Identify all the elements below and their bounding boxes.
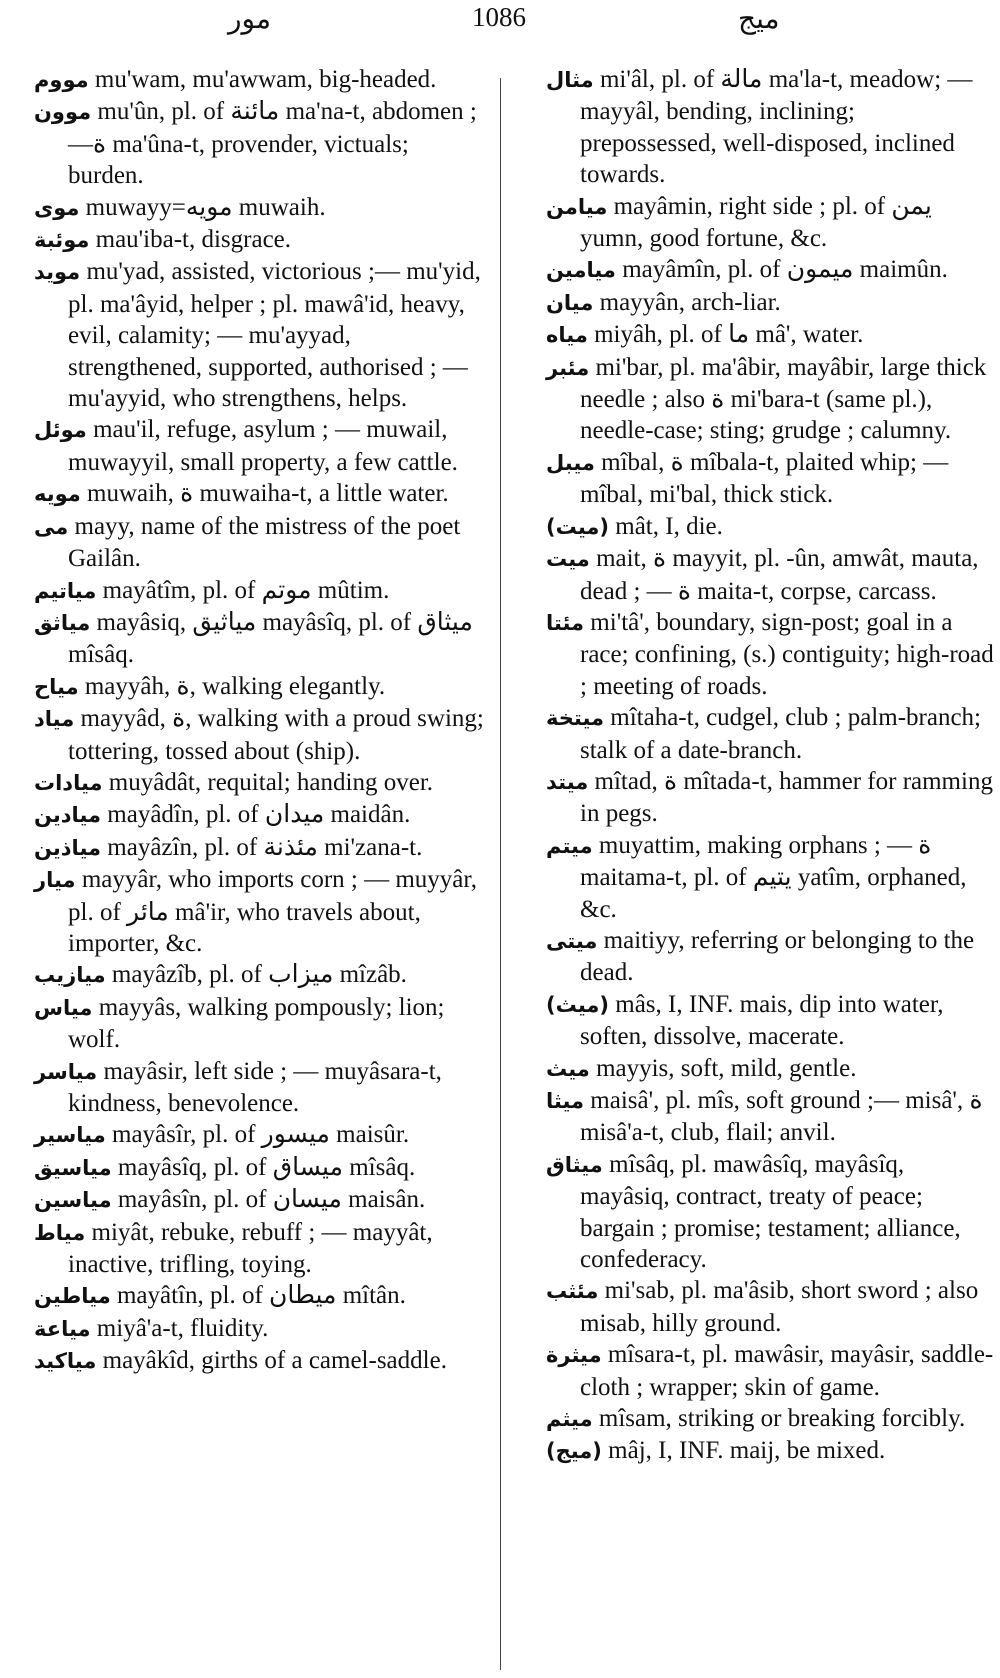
entry-definition: mayâsîr, pl. of ميسور maisûr. xyxy=(105,1121,410,1149)
arabic-headword: مياه xyxy=(546,323,588,348)
entry-definition: maitiyy, referring or belonging to the dead. xyxy=(580,926,975,987)
entry-definition: mu'yad, assisted, victorious ;— mu'yid, pl. ma'âyid, helper ; pl. mawâ'id, heavy, evil, calamity; — mu'ayyad, strengthened, supported, authorised ; — mu'ayyid, who strengthens, helps. xyxy=(68,258,481,413)
dictionary-entry xyxy=(546,287,996,319)
arabic-headword: ميتم xyxy=(546,833,593,858)
entry-definition: mayâsîq, pl. of ميساق mîsâq. xyxy=(111,1153,416,1181)
entry-definition: mayâtîn, pl. of ميطان mîtân. xyxy=(110,1282,406,1310)
header-left-guide-word: مور xyxy=(228,4,271,35)
column-divider xyxy=(500,78,501,1670)
dictionary-entry xyxy=(34,799,484,831)
dictionary-entry xyxy=(546,702,996,766)
dictionary-entry xyxy=(34,511,484,575)
arabic-headword: مياسير xyxy=(34,1123,106,1148)
arabic-headword: مئبر xyxy=(546,355,590,380)
arabic-headword: مياسين xyxy=(34,1188,112,1213)
entry-definition: mayyis, soft, mild, gentle. xyxy=(589,1054,857,1082)
arabic-headword: موئبة xyxy=(34,228,90,253)
dictionary-entry xyxy=(546,543,996,607)
arabic-headword: ميان xyxy=(546,290,594,315)
entry-definition: miyât, rebuke, rebuff ; — mayyât, inactive, trifling, toying. xyxy=(68,1218,433,1279)
dictionary-entry xyxy=(34,1345,484,1377)
dictionary-entry xyxy=(34,864,484,959)
arabic-headword: ميتى xyxy=(546,928,598,953)
arabic-headword: مويه xyxy=(34,482,81,507)
dictionary-entry xyxy=(34,1217,484,1281)
entry-definition: mu'wam, mu'awwam, big-headed. xyxy=(88,66,437,93)
arabic-headword: ميادين xyxy=(34,803,102,828)
entry-definition: mayyân, arch-liar. xyxy=(593,288,781,316)
dictionary-entry xyxy=(34,1280,484,1312)
dictionary-entry xyxy=(34,1152,484,1184)
arabic-headword: موى xyxy=(34,195,80,220)
entry-definition: mayyâs, walking pompously; lion; wolf. xyxy=(68,993,445,1054)
entry-definition: mâj, I, INF. maij, be mixed. xyxy=(601,1437,886,1465)
arabic-headword: (ميت) xyxy=(546,514,609,539)
dictionary-entry xyxy=(546,925,996,989)
arabic-headword: مياكيد xyxy=(34,1349,97,1374)
arabic-headword: ميبل xyxy=(546,450,595,475)
arabic-headword: ميثرة xyxy=(546,1343,602,1368)
arabic-headword: ميامن xyxy=(546,194,608,219)
dictionary-entry xyxy=(546,191,996,255)
dictionary-entry xyxy=(34,575,484,607)
dictionary-entry xyxy=(546,254,996,286)
dictionary-entry xyxy=(34,767,484,799)
dictionary-entry xyxy=(546,64,996,191)
dictionary-entry xyxy=(34,96,484,191)
arabic-headword: ميامين xyxy=(546,258,616,283)
entry-definition: miyâ'a-t, fluidity. xyxy=(90,1314,269,1342)
entry-definition: miyâh, pl. of ما mâ', water. xyxy=(587,321,864,349)
arabic-headword: مئثب xyxy=(546,1279,599,1304)
arabic-headword: مياثق xyxy=(34,610,91,635)
dictionary-entry xyxy=(34,992,484,1056)
arabic-headword: موون xyxy=(34,100,92,125)
dictionary-entry xyxy=(34,224,484,256)
arabic-headword: ميثم xyxy=(546,1407,593,1432)
arabic-headword: ميث xyxy=(546,1056,590,1081)
arabic-headword: مووم xyxy=(34,68,89,92)
arabic-headword: ميت xyxy=(546,547,590,572)
entry-definition: mi'tâ', boundary, sign-post; goal in a race; confining, (s.) contiguity; high-road ; meeting of roads. xyxy=(580,608,994,700)
arabic-headword: مى xyxy=(34,514,69,539)
arabic-headword: مياطين xyxy=(34,1284,111,1309)
arabic-headword: مياح xyxy=(34,674,79,699)
arabic-headword: مياسيق xyxy=(34,1155,112,1180)
entry-definition: mâs, I, INF. mais, dip into water, soften, dissolve, macerate. xyxy=(580,990,944,1051)
dictionary-entry xyxy=(546,1339,996,1403)
right-column xyxy=(546,64,996,1468)
arabic-headword: مياتيم xyxy=(34,578,97,603)
entry-definition: mîtaha-t, cudgel, club ; palm-branch; stalk of a date-branch. xyxy=(580,704,981,764)
dictionary-entry xyxy=(34,1184,484,1216)
dictionary-entry xyxy=(34,414,484,478)
dictionary-entry xyxy=(546,766,996,830)
arabic-headword: موئل xyxy=(34,418,87,443)
entry-definition: mayâmin, right side ; pl. of يمن yumn, good fortune, &c. xyxy=(580,192,932,253)
arabic-headword: مياس xyxy=(34,995,93,1020)
dictionary-entry xyxy=(34,703,484,767)
dictionary-entry xyxy=(34,1056,484,1120)
arabic-headword: ميثاق xyxy=(546,1152,603,1177)
page-number: 1086 xyxy=(472,2,526,32)
entry-definition: mayâdîn, pl. of ميدان maidân. xyxy=(101,801,411,829)
dictionary-entry xyxy=(546,352,996,447)
arabic-headword: مياذين xyxy=(34,835,102,860)
entry-definition: muyâdât, requital; handing over. xyxy=(102,768,434,796)
dictionary-entry xyxy=(546,1403,996,1435)
entry-definition: mayâtîm, pl. of موتم mûtim. xyxy=(96,576,390,604)
arabic-headword: ميادات xyxy=(34,770,103,795)
arabic-headword: مثال xyxy=(546,68,594,92)
arabic-headword: ميار xyxy=(34,868,76,893)
dictionary-entry xyxy=(546,830,996,925)
entry-definition: mayâsir, left side ; — muyâsara-t, kindness, benevolence. xyxy=(68,1057,442,1117)
header-right-guide-word: ميج xyxy=(738,4,780,35)
arabic-headword: ميازيب xyxy=(34,963,106,988)
entry-definition: mât, I, die. xyxy=(609,512,723,540)
arabic-headword: مياسر xyxy=(34,1059,98,1084)
arabic-headword: مئتا xyxy=(546,610,585,635)
arabic-headword: ميتد xyxy=(546,769,589,794)
entry-definition: mayâsiq, مياثيق mayâsîq, pl. of ميثاق mîsâq. xyxy=(68,608,473,669)
entry-definition: mau'il, refuge, asylum ; — muwail, muwayyil, small property, a few cattle. xyxy=(68,416,458,476)
dictionary-entry xyxy=(546,447,996,511)
dictionary-entry xyxy=(34,832,484,864)
dictionary-entry xyxy=(34,64,484,96)
entry-definition: muyattim, making orphans ; — ة maitama-t, pl. of يتيم yatîm, orphaned, &c. xyxy=(580,831,967,923)
arabic-headword: مياعة xyxy=(34,1316,91,1341)
entry-definition: mayyâh, ة, walking elegantly. xyxy=(78,672,386,700)
entry-definition: mi'âl, pl. of مالة ma'la-t, meadow; — mayyâl, bending, inclining; prepossessed, well-disposed, inclined towards. xyxy=(580,66,973,189)
dictionary-entry xyxy=(34,192,484,224)
arabic-headword: (ميج) xyxy=(546,1439,602,1464)
dictionary-entry xyxy=(546,319,996,351)
dictionary-entry xyxy=(546,1085,996,1149)
dictionary-entry xyxy=(546,1053,996,1085)
dictionary-entry xyxy=(546,1435,996,1467)
entry-definition: mîtad, ة mîtada-t, hammer for ramming in pegs. xyxy=(580,767,993,828)
arabic-headword: ميثا xyxy=(546,1089,585,1113)
entry-definition: mayâzîn, pl. of مئذنة mi'zana-t. xyxy=(101,833,423,861)
dictionary-entry xyxy=(34,607,484,671)
entry-definition: mayâsîn, pl. of ميسان maisân. xyxy=(111,1186,426,1214)
entry-definition: mau'iba-t, disgrace. xyxy=(89,226,292,254)
entry-definition: mîsam, striking or breaking forcibly. xyxy=(592,1405,966,1433)
entry-definition: mayâkîd, girths of a camel-saddle. xyxy=(96,1347,447,1375)
entry-definition: mayyâr, who imports corn ; — muyyâr, pl. of مائر mâ'ir, who travels about, importer, &c. xyxy=(68,866,477,957)
dictionary-entry xyxy=(546,1275,996,1339)
entry-definition: mayâzîb, pl. of ميزاب mîzâb. xyxy=(105,961,407,989)
entry-definition: mayy, name of the mistress of the poet Gailân. xyxy=(68,512,461,573)
dictionary-entry xyxy=(34,256,484,414)
dictionary-entry xyxy=(34,478,484,510)
dictionary-entry xyxy=(546,989,996,1053)
entry-definition: mu'ûn, pl. of مائنة ma'na-t, abdomen ;—ة ma'ûna-t, provender, victuals; burden. xyxy=(68,98,477,190)
dictionary-entry xyxy=(34,1313,484,1345)
entry-definition: maisâ', pl. mîs, soft ground ;— misâ', ة misâ'a-t, club, flail; anvil. xyxy=(580,1087,983,1147)
entry-definition: muwayy=مويه muwaih. xyxy=(79,193,326,221)
arabic-headword: مويد xyxy=(34,260,81,285)
arabic-headword: (ميث) xyxy=(546,992,609,1017)
entry-definition: mi'sab, pl. ma'âsib, short sword ; also misab, hilly ground. xyxy=(580,1277,979,1337)
dictionary-entry xyxy=(34,1119,484,1151)
left-column xyxy=(34,64,484,1378)
dictionary-entry xyxy=(546,607,996,702)
entry-definition: mîbal, ة mîbala-t, plaited whip; — mîbal, mi'bal, thick stick. xyxy=(580,448,949,509)
entry-definition: mi'bar, pl. ma'âbir, mayâbir, large thick needle ; also ة mi'bara-t (same pl.), needle-case; sting; grudge ; calumny. xyxy=(580,353,987,445)
entry-definition: mayâmîn, pl. of ميمون maimûn. xyxy=(615,256,948,284)
arabic-headword: مياد xyxy=(34,707,75,732)
entry-definition: mait, ة mayyit, pl. -ûn, amwât, mauta, dead ; — ة maita-t, corpse, carcass. xyxy=(580,545,979,605)
arabic-headword: ميتخة xyxy=(546,706,605,731)
entry-definition: mayyâd, ة, walking with a proud swing; tottering, tossed about (ship). xyxy=(68,705,484,765)
entry-definition: mîsâq, pl. mawâsîq, mayâsîq, mayâsiq, contract, treaty of peace; bargain ; promise; testament; alliance, confederacy. xyxy=(580,1150,961,1274)
arabic-headword: مياط xyxy=(34,1220,86,1245)
entry-definition: mîsara-t, pl. mawâsir, mayâsir, saddle-cloth ; wrapper; skin of game. xyxy=(580,1341,994,1401)
entry-definition: muwaih, ة muwaiha-t, a little water. xyxy=(80,480,449,508)
dictionary-entry xyxy=(546,1149,996,1276)
dictionary-entry xyxy=(34,959,484,991)
page-header xyxy=(0,0,1000,40)
dictionary-entry xyxy=(34,671,484,703)
dictionary-entry xyxy=(546,511,996,543)
